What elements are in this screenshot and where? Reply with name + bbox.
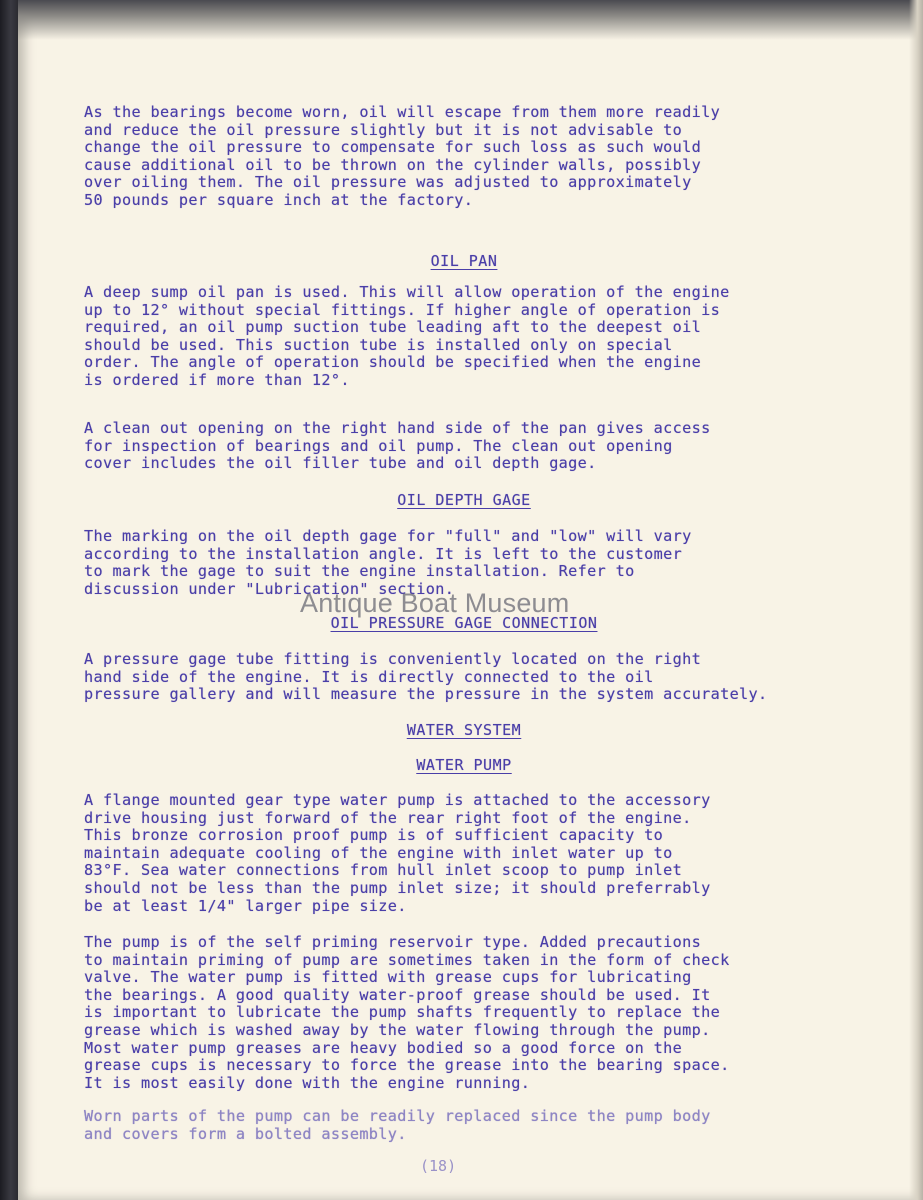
paragraph-oil-depth-gage: The marking on the oil depth gage for "full" and "low" will vary according to the installation angle. It is left to the customer to mark the gage to suit the engine installation. Refer to discussion under "Lubrication" section. [84, 527, 692, 598]
heading-oil-depth-gage: OIL DEPTH GAGE [397, 491, 531, 509]
paragraph-oil-pan-2: A clean out opening on the right hand side of the pan gives access for inspection of bearings and oil pump. The clean out opening cover includes the oil filler tube and oil depth gage. [84, 419, 711, 473]
page-top-shadow [18, 0, 923, 40]
paragraph-bearings: As the bearings become worn, oil will escape from them more readily and reduce the oil pressure slightly but it is not advisable to change the oil pressure to compensate for such loss as such would cause additional oil to be thrown on the cylinder walls, possibly over oiling them. The oil pressure was adjusted to approximately 50 pounds per square inch at the factory. [84, 103, 721, 209]
paragraph-water-pump-1: A flange mounted gear type water pump is attached to the accessory drive housing just forward of the rear right foot of the engine. This bronze corrosion proof pump is of sufficient capacity to maintain adequate cooling of the engine with inlet water up to 83°F. Sea water connections from hull inlet scoop to pump inlet should not be less than the pump inlet size; it should preferrably be at least 1/4" larger pipe size. [84, 791, 711, 915]
paragraph-oil-pan-1: A deep sump oil pan is used. This will allow operation of the engine up to 12° without special fittings. If higher angle of operation is required, an oil pump suction tube leading aft to the deepest oil should be used. This suction tube is installed only on special order. The angle of operation should be specified when the engine is ordered if more than 12°. [84, 283, 730, 389]
heading-oil-pressure-gage: OIL PRESSURE GAGE CONNECTION [330, 614, 598, 632]
heading-water-pump: WATER PUMP [416, 756, 512, 774]
binder-edge [0, 0, 18, 1200]
page-number: (18) [420, 1157, 457, 1175]
heading-water-system: WATER SYSTEM [406, 721, 522, 739]
museum-watermark: Antique Boat Museum [300, 588, 570, 618]
paragraph-water-pump-2: The pump is of the self priming reservoir type. Added precautions to maintain priming of pump are sometimes taken in the form of check valve. The water pump is fitted with grease cups for lubricating the bearings. A good quality water-proof grease should be used. It is important to lubricate the pump shafts frequently to replace the grease which is washed away by the water flowing through the pump. Most water pump greases are heavy bodied so a good force on the grease cups is necessary to force the grease into the bearing space. It is most easily done with the engine running. [84, 933, 730, 1092]
heading-oil-pan: OIL PAN [430, 252, 498, 270]
paragraph-oil-pressure-gage: A pressure gage tube fitting is conveniently located on the right hand side of the engine. It is directly connected to the oil pressure gallery and will measure the pressure in the system accurately. [84, 650, 768, 704]
page-right-edge [909, 0, 923, 1200]
paragraph-water-pump-3: Worn parts of the pump can be readily replaced since the pump body and covers form a bolted assembly. [84, 1107, 711, 1143]
